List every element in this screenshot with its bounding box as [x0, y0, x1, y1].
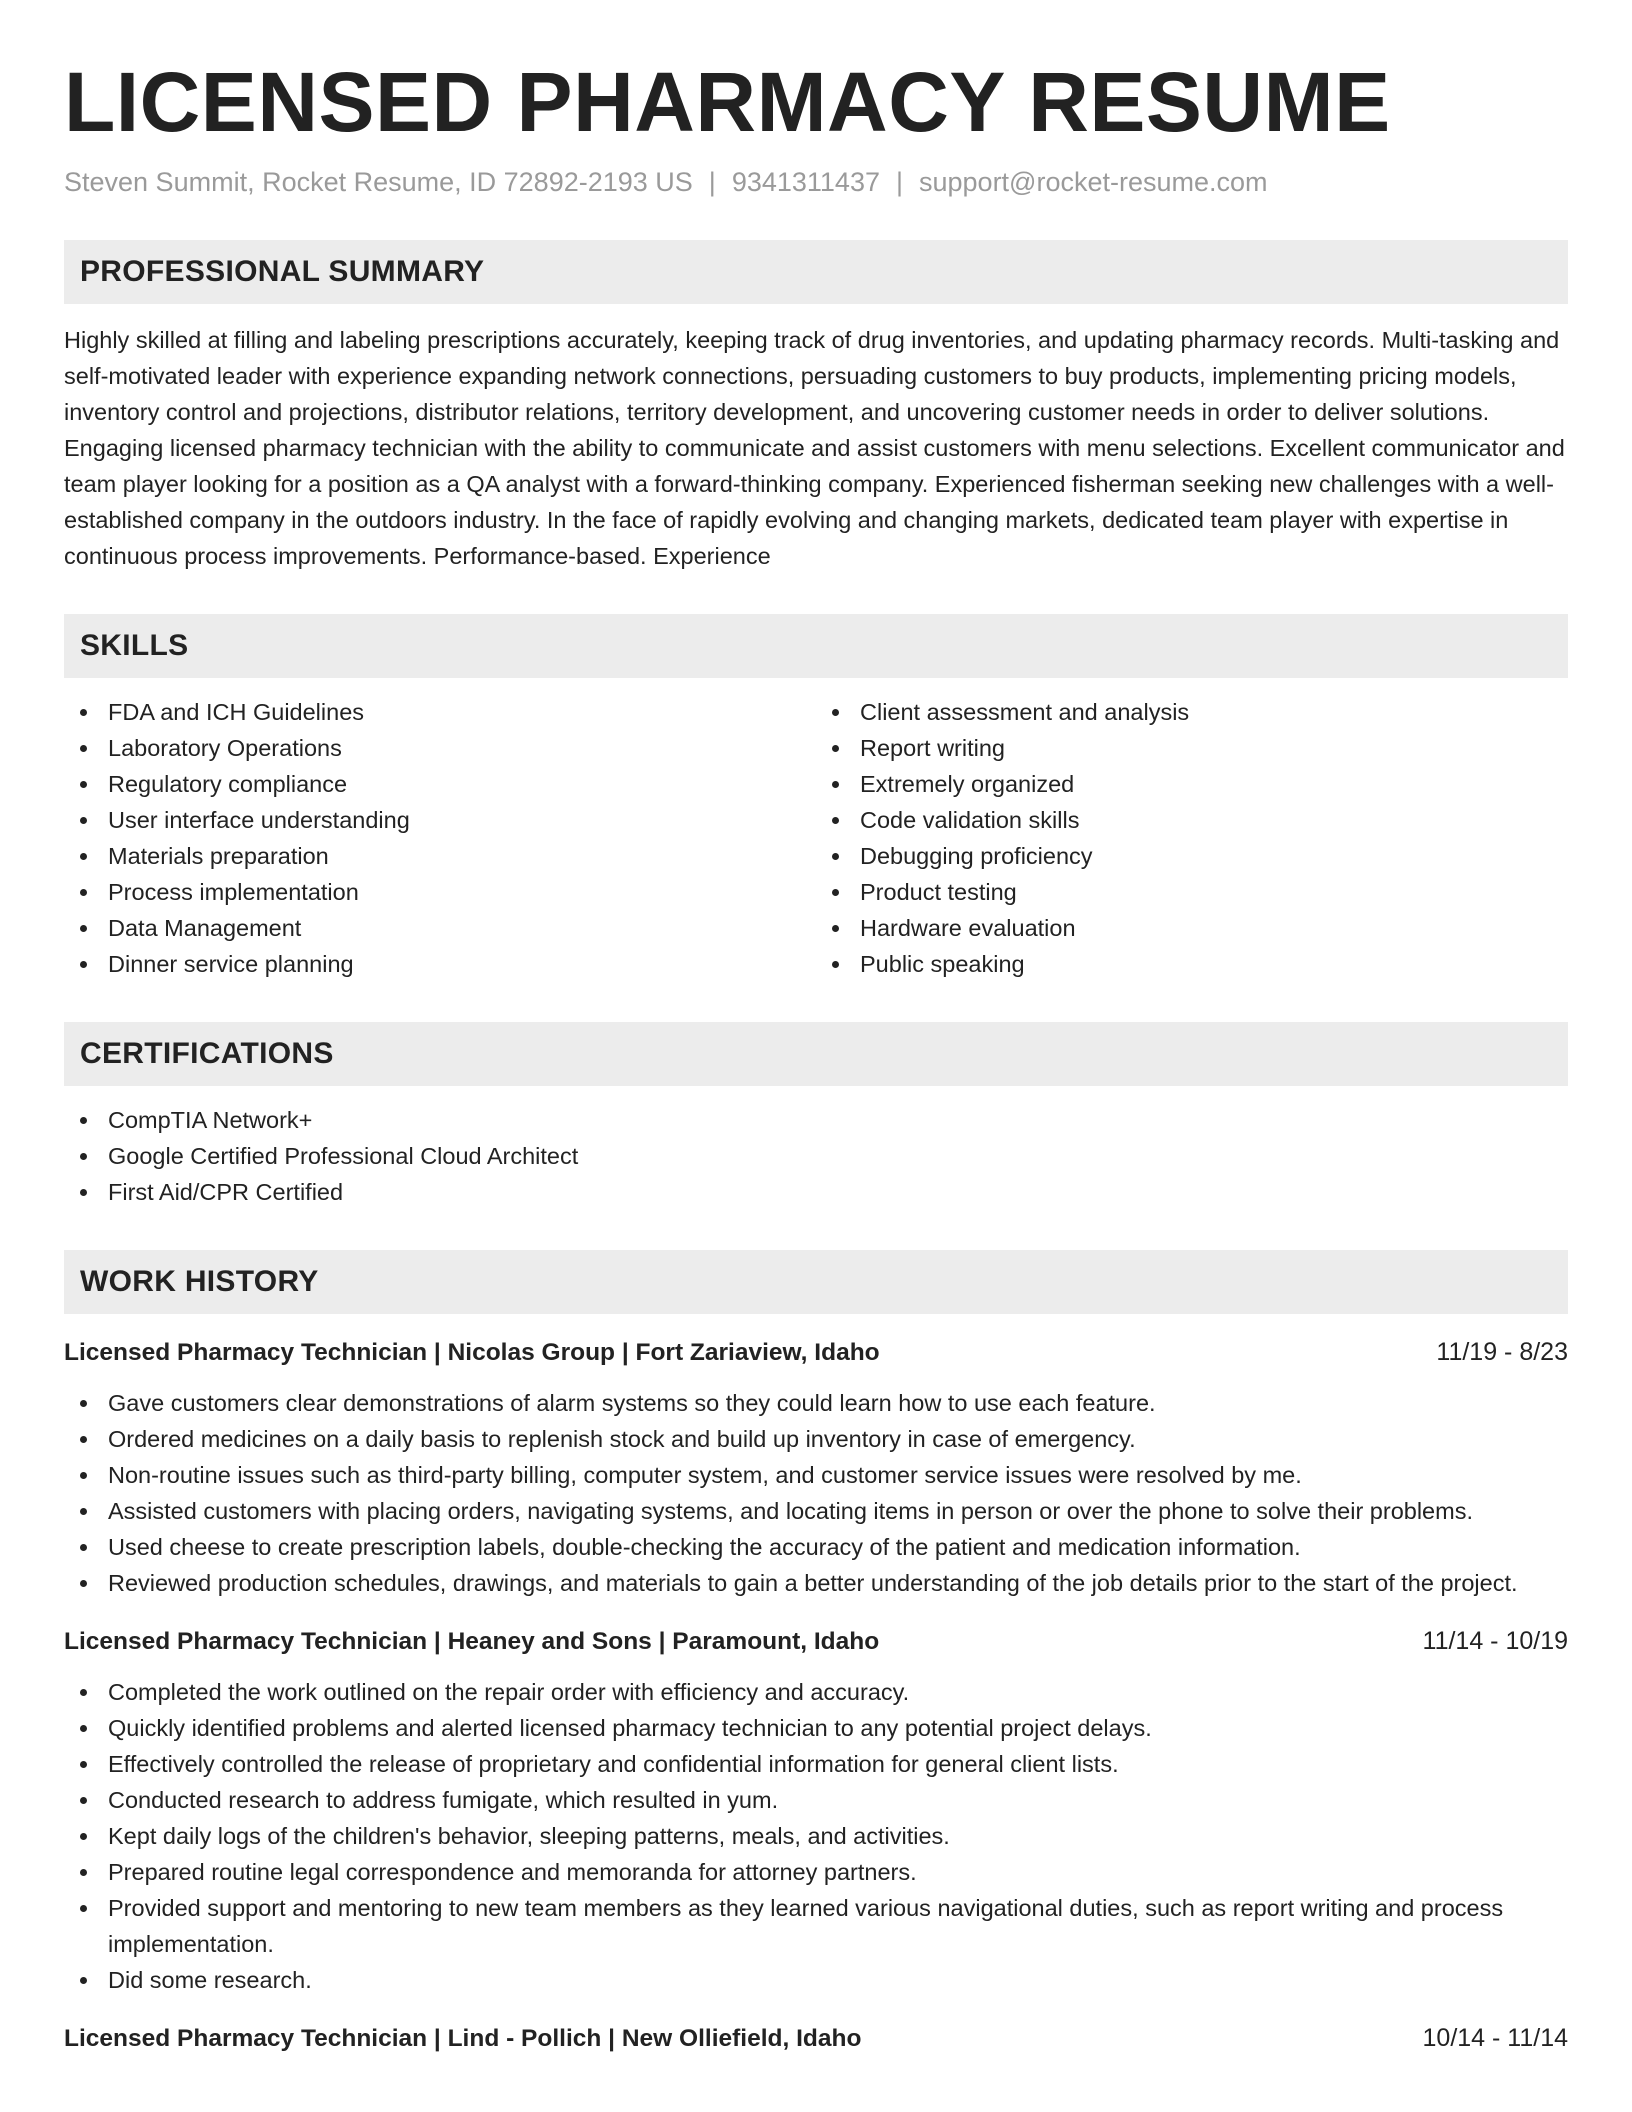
- contact-address: Steven Summit, Rocket Resume, ID 72892-2193 US: [64, 167, 693, 197]
- skill-item: FDA and ICH Guidelines: [64, 694, 816, 730]
- skill-item: Code validation skills: [816, 802, 1568, 838]
- certification-item: CompTIA Network+: [64, 1102, 1568, 1138]
- skill-item: Extremely organized: [816, 766, 1568, 802]
- job-dates: 10/14 - 11/14: [1422, 2024, 1568, 2052]
- section-heading-certifications: CERTIFICATIONS: [64, 1022, 1568, 1086]
- job-bullet: Conducted research to address fumigate, which resulted in yum.: [64, 1782, 1568, 1818]
- job-bullet: Quickly identified problems and alerted licensed pharmacy technician to any potential project delays.: [64, 1710, 1568, 1746]
- skill-item: Product testing: [816, 874, 1568, 910]
- skills-column-right: [816, 694, 1568, 982]
- contact-separator: |: [895, 167, 903, 197]
- certification-item: First Aid/CPR Certified: [64, 1174, 1568, 1210]
- job-title: Licensed Pharmacy Technician | Heaney and Sons | Paramount, Idaho: [64, 1628, 880, 1655]
- job-entry: [64, 1334, 1568, 1601]
- contact-separator: |: [708, 167, 716, 197]
- job-bullet: Provided support and mentoring to new team members as they learned various navigational duties, such as report writing and process implementation.: [64, 1890, 1568, 1962]
- contact-phone: 9341311437: [731, 167, 880, 197]
- skill-item: Hardware evaluation: [816, 910, 1568, 946]
- skills-list-right: [816, 694, 1568, 982]
- job-title: Licensed Pharmacy Technician | Lind - Pollich | New Olliefield, Idaho: [64, 2025, 862, 2052]
- job-bullet: Reviewed production schedules, drawings, and materials to gain a better understanding of the job details prior to the start of the project.: [64, 1565, 1568, 1601]
- job-title: Licensed Pharmacy Technician | Nicolas Group | Fort Zariaview, Idaho: [64, 1339, 880, 1366]
- skill-item: Data Management: [64, 910, 816, 946]
- job-bullet: Non-routine issues such as third-party billing, computer system, and customer service issues were resolved by me.: [64, 1457, 1568, 1493]
- skill-item: Materials preparation: [64, 838, 816, 874]
- section-heading-summary: PROFESSIONAL SUMMARY: [64, 240, 1568, 304]
- job-dates: 11/14 - 10/19: [1422, 1627, 1568, 1655]
- certifications-block: [64, 1102, 1568, 1210]
- skill-item: Client assessment and analysis: [816, 694, 1568, 730]
- job-entry: [64, 2020, 1568, 2057]
- contact-email[interactable]: support@rocket-resume.com: [919, 167, 1268, 197]
- job-bullet: Ordered medicines on a daily basis to replenish stock and build up inventory in case of emergency.: [64, 1421, 1568, 1457]
- skill-item: Process implementation: [64, 874, 816, 910]
- section-heading-work-history: WORK HISTORY: [64, 1250, 1568, 1314]
- skill-item: User interface understanding: [64, 802, 816, 838]
- skills-column-left: [64, 694, 816, 982]
- skill-item: Debugging proficiency: [816, 838, 1568, 874]
- job-bullet: Kept daily logs of the children's behavior, sleeping patterns, meals, and activities.: [64, 1818, 1568, 1854]
- job-bullet: Gave customers clear demonstrations of alarm systems so they could learn how to use each feature.: [64, 1385, 1568, 1421]
- job-bullets: [64, 1674, 1568, 1998]
- job-bullet: Completed the work outlined on the repair order with efficiency and accuracy.: [64, 1674, 1568, 1710]
- job-header: [64, 2020, 1568, 2057]
- resume-title: LICENSED PHARMACY RESUME: [64, 55, 1391, 149]
- section-heading-skills: SKILLS: [64, 614, 1568, 678]
- job-bullet: Effectively controlled the release of proprietary and confidential information for general client lists.: [64, 1746, 1568, 1782]
- certifications-list: [64, 1102, 1568, 1210]
- job-bullet: Prepared routine legal correspondence and memoranda for attorney partners.: [64, 1854, 1568, 1890]
- summary-text: Highly skilled at filling and labeling prescriptions accurately, keeping track of drug inventories, and updating pharmacy records. Multi-tasking and self-motivated leader with experience expanding network connections, persuading customers to buy products, implementing pricing models, inventory control and projections, distributor relations, territory development, and uncovering customer needs in order to deliver solutions. Engaging licensed pharmacy technician with the ability to communicate and assist customers with menu selections. Excellent communicator and team player looking for a position as a QA analyst with a forward-thinking company. Experienced fisherman seeking new challenges with a well-established company in the outdoors industry. In the face of rapidly evolving and changing markets, dedicated team player with expertise in continuous process improvements. Performance-based. Experience: [64, 327, 1565, 569]
- job-header: [64, 1334, 1568, 1371]
- skills-grid: [64, 694, 1568, 982]
- job-bullets: [64, 1385, 1568, 1601]
- job-bullet: Assisted customers with placing orders, navigating systems, and locating items in person or over the phone to solve their problems.: [64, 1493, 1568, 1529]
- skill-item: Public speaking: [816, 946, 1568, 982]
- skills-list-left: [64, 694, 816, 982]
- certification-item: Google Certified Professional Cloud Architect: [64, 1138, 1568, 1174]
- skill-item: Regulatory compliance: [64, 766, 816, 802]
- job-dates: 11/19 - 8/23: [1436, 1338, 1568, 1366]
- job-bullet: Used cheese to create prescription labels, double-checking the accuracy of the patient and medication information.: [64, 1529, 1568, 1565]
- skill-item: Dinner service planning: [64, 946, 816, 982]
- job-entry: [64, 1623, 1568, 1998]
- job-header: [64, 1623, 1568, 1660]
- contact-line: [64, 164, 1568, 200]
- skill-item: Laboratory Operations: [64, 730, 816, 766]
- skill-item: Report writing: [816, 730, 1568, 766]
- job-bullet: Did some research.: [64, 1962, 1568, 1998]
